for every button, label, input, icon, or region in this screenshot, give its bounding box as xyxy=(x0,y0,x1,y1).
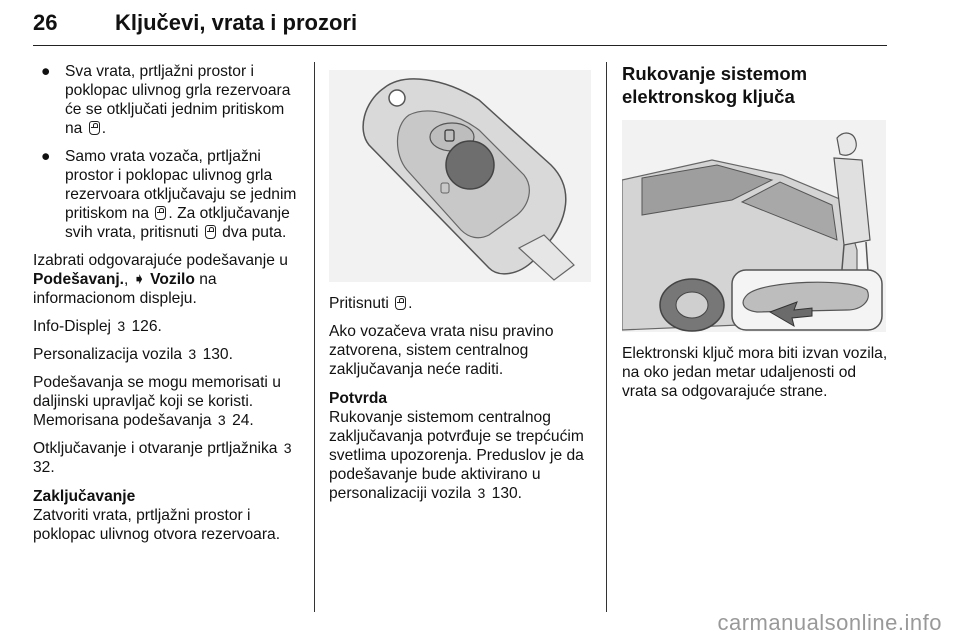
column-divider xyxy=(606,62,607,612)
page-ref-icon: 3 xyxy=(188,346,197,362)
car-door-drawing xyxy=(622,120,886,332)
bullet-unlock-all: ● Sva vrata, prtljažni prostor i poklopac ulivnog grla rezervoara će se otključati jednim pritiskom na . xyxy=(41,63,291,137)
page-number: 26 xyxy=(33,10,58,35)
column-right xyxy=(622,62,890,401)
locking-heading: Zaključavanje xyxy=(33,488,136,505)
confirmation-heading: Potvrda xyxy=(329,390,388,407)
settings-paragraph: Izabrati odgovarajuće podešavanje u Podešavanj., ➧ Vozilo na informacionom displeju. xyxy=(33,252,288,307)
page-ref-icon: 3 xyxy=(117,318,126,334)
bullet-dot: ● xyxy=(41,63,51,80)
bullet-dot: ● xyxy=(41,148,51,165)
menu-settings: Podešavanj. xyxy=(33,271,125,288)
info-display-ref: Info-Displej 3 126. xyxy=(33,318,162,335)
column-middle xyxy=(329,70,595,503)
watermark: carmanualsonline.info xyxy=(717,610,942,635)
confirmation-text: Rukovanje sistemom centralnog zaključavanja potvrđuje se trepćućim svetlima upozorenja. Preduslov je da podešavanje bude aktivirano u personalizaciji vozila 3 130. xyxy=(329,409,584,502)
menu-arrow-icon: ➧ xyxy=(132,271,146,288)
unlock-key-icon xyxy=(205,225,216,239)
page-header xyxy=(33,6,887,46)
unlock-key-icon xyxy=(89,121,100,135)
memorize-paragraph: Podešavanja se mogu memorisati u daljinski upravljač koji se koristi. Memorisana podešavanja 3 24. xyxy=(33,374,281,429)
page-ref-icon: 3 xyxy=(477,485,486,501)
press-instruction: Pritisnuti . xyxy=(329,295,413,312)
key-fob-illustration xyxy=(329,70,591,282)
menu-vehicle: Vozilo xyxy=(150,271,195,288)
column-left xyxy=(33,62,305,544)
locking-text: Zatvoriti vrata, prtljažni prostor i poklopac ulivnog otvora rezervoara. xyxy=(33,507,281,543)
page-ref-icon: 3 xyxy=(283,440,292,456)
car-door-illustration xyxy=(622,120,886,332)
personalization-ref: Personalizacija vozila 3 130. xyxy=(33,346,233,363)
lock-key-icon xyxy=(395,296,406,310)
locking-section xyxy=(33,487,305,544)
door-warning: Ako vozačeva vrata nisu pravino zatvorena, sistem centralnog zaključavanja neće raditi. xyxy=(329,323,554,378)
bullet-unlock-driver: ● Samo vrata vozača, prtljažni prostor i poklopac ulivnog grla rezervoara otključavaju se jednim pritiskom na . Za otključavanje svih vrata, pritisnuti dva puta. xyxy=(41,148,297,241)
electronic-key-text: Elektronski ključ mora biti izvan vozila, na oko jedan metar udaljenosti od vrata sa odgovarajuće strane. xyxy=(622,345,888,400)
section-title: Rukovanje sistemom elektronskog ključa xyxy=(622,63,808,107)
confirmation-section xyxy=(329,389,595,503)
page-ref-icon: 3 xyxy=(217,412,226,428)
chapter-title: Ključevi, vrata i prozori xyxy=(115,10,358,35)
key-fob-drawing xyxy=(329,70,591,282)
unlock-key-icon xyxy=(155,206,166,220)
trunk-paragraph: Otključavanje i otvaranje prtljažnika 3 32. xyxy=(33,440,292,476)
column-divider xyxy=(314,62,315,612)
